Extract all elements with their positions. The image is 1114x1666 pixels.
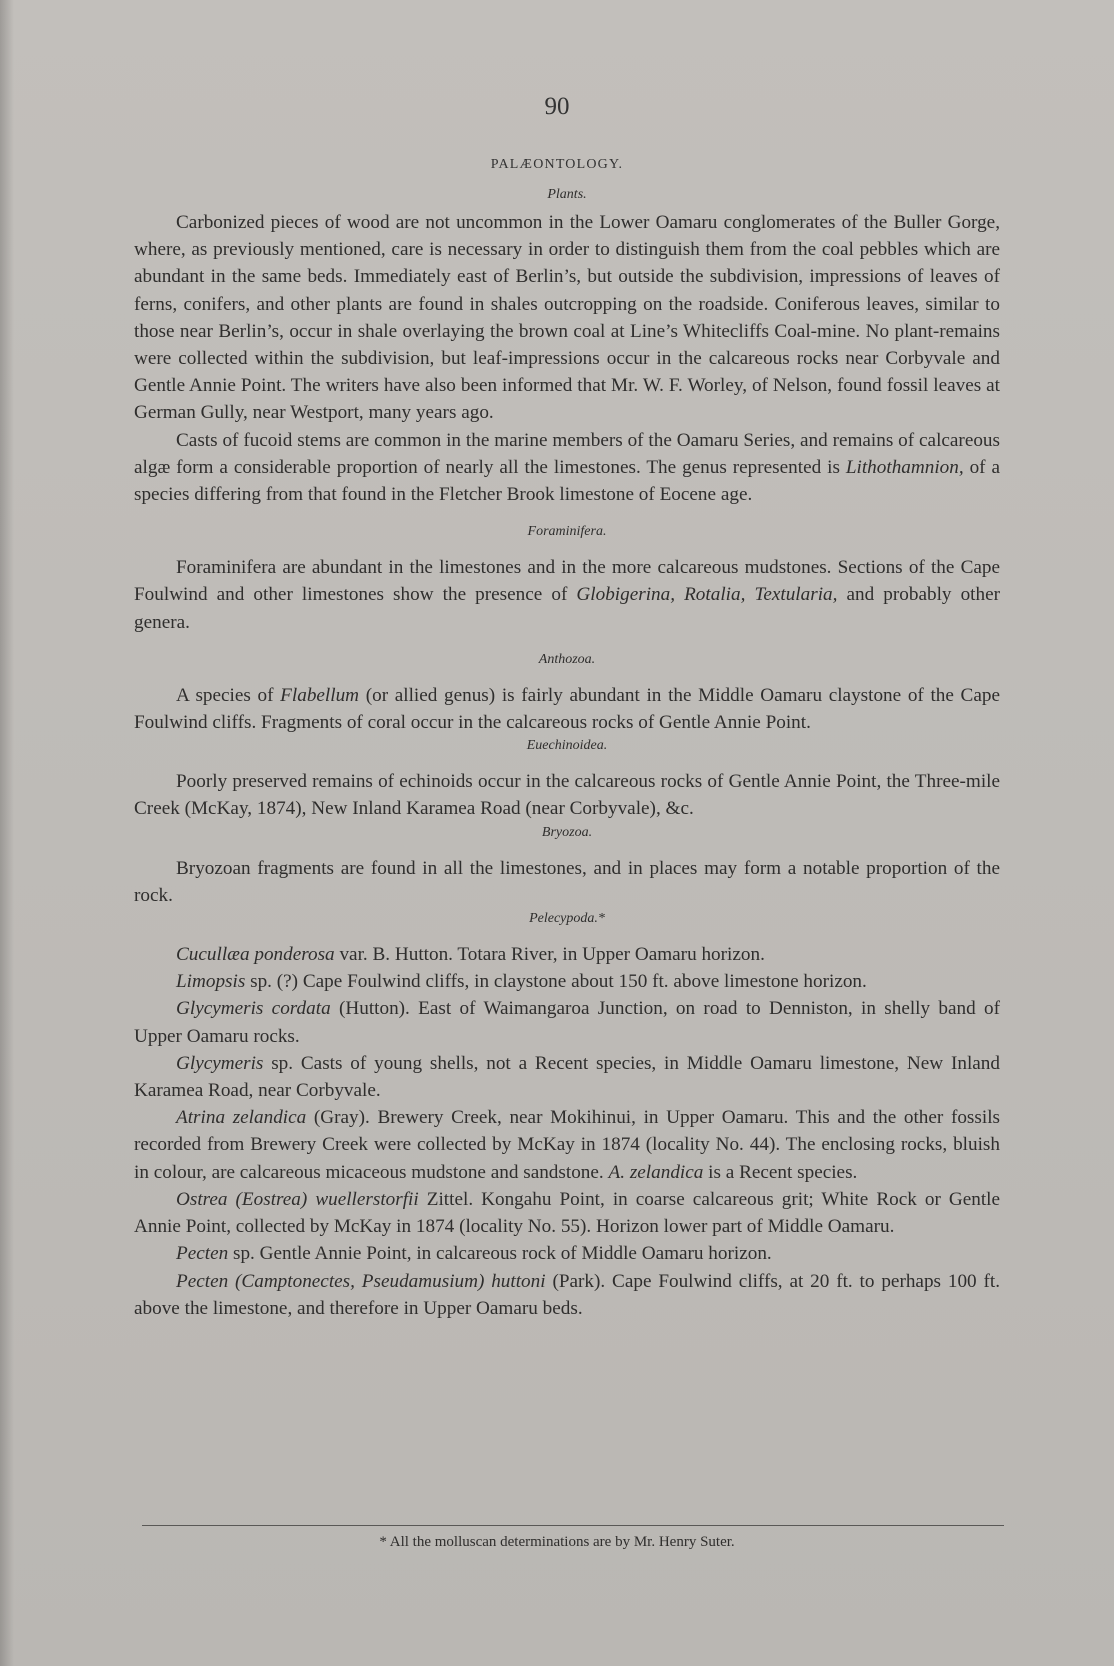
species-text: is a Recent species.	[703, 1161, 858, 1183]
subheading-plants: Plants.	[547, 187, 587, 202]
paragraph-bryozoa: Bryozoan fragments are found in all the limestones, and in places may form a notable proportion of the rock.	[134, 857, 1000, 906]
species-name: Pecten (Camptonectes, Pseudamusium) huttoni	[176, 1270, 546, 1292]
text-run: and probably other genera.	[134, 584, 1000, 633]
section-title: PALÆONTOLOGY.	[490, 157, 624, 172]
species-entry	[134, 1240, 1000, 1267]
text-run: Casts of fucoid stems are common in the marine members of the Oamaru Series, and remains of calcareous algæ form a considerable proportion of nearly all the limestones. The genus represented is	[134, 429, 1000, 478]
species-text: (Gray). Brewery Creek, near Mokihinui, in Upper Oamaru. This and the other fossils recorded from Brewery Creek were collected by McKay in 1874 (locality No. 44). The enclosing rocks, bluish in colour, are calcareous micaceous mudstone and sandstone.	[134, 1107, 1000, 1183]
species-name: Cucullæa ponderosa	[176, 944, 335, 966]
paragraph-anthozoa	[134, 682, 1000, 736]
text-run: of a species differing from that found in the Fletcher Brook limestone of Eocene age.	[134, 456, 1001, 506]
subheading-euechinoidea: Euechinoidea.	[526, 738, 608, 754]
species-text: sp. Casts of young shells, not a Recent species, in Middle Oamaru limestone, New Inland Karamea Road, near Corbyvale.	[134, 1052, 1000, 1102]
species-entry	[134, 941, 1000, 968]
species-entry	[134, 1186, 1000, 1240]
paragraph-foraminifera	[134, 554, 1000, 636]
species-name: Ostrea (Eostrea) wuellerstorfii	[176, 1188, 419, 1210]
species-text: Zittel. Kongahu Point, in coarse calcareous grit; White Rock or Gentle Annie Point, collected by McKay in 1874 (locality No. 55). Horizon lower part of Middle Oamaru.	[134, 1188, 1000, 1238]
species-text: sp. (?) Cape Foulwind cliffs, in claystone about 150 ft. above limestone horizon.	[245, 971, 867, 993]
page-number: 90	[544, 93, 570, 120]
subheading-pelecypoda: Pelecypoda.*	[529, 911, 605, 927]
footnote-divider	[142, 1525, 1004, 1526]
genus-names: Globigerina, Rotalia, Textularia,	[576, 584, 838, 606]
species-text: sp. Gentle Annie Point, in calcareous rock of Middle Oamaru horizon.	[228, 1243, 772, 1265]
species-entry	[134, 1268, 1000, 1322]
species-entry	[134, 1104, 1000, 1186]
subheading-anthozoa: Anthozoa.	[538, 651, 596, 667]
text-run: (or allied genus) is fairly abundant in the Middle Oamaru claystone of the Cape Foulwind cliffs. Fragments of coral occur in the calcareous rocks of Gentle Annie Point.	[134, 684, 1000, 734]
page-body	[134, 185, 1000, 1322]
species-entry	[134, 1050, 1000, 1104]
genus-name: Lithothamnion,	[845, 456, 964, 478]
paragraph-plants-2	[134, 427, 1000, 509]
genus-name: Flabellum	[280, 684, 360, 706]
paragraph-plants-1: Carbonized pieces of wood are not uncommon in the Lower Oamaru conglomerates of the Buller Gorge, where, as previously mentioned, care is necessary in order to distinguish them from the coal pebbles which are abundant in the same beds. Immediately east of Berlin’s, but outside the subdivision, impressions of leaves of ferns, conifers, and other plants are found in shales outcropping on the roadside. Coniferous leaves, similar to those near Berlin’s, occur in shale overlaying the brown coal at Line’s Whitecliffs Coal-mine. No plant-remains were collected within the subdivision, but leaf-impressions occur in the calcareous rocks near Corbyvale and Gentle Annie Point. The writers have also been informed that Mr. W. F. Worley, of Nelson, found fossil leaves at German Gully, near Westport, many years ago.	[134, 212, 1000, 424]
text-run: A species of	[176, 684, 281, 706]
species-name: Limopsis	[176, 971, 246, 993]
species-name: Glycymeris	[176, 1052, 264, 1074]
footnote: * All the molluscan determinations are by Mr. Henry Suter.	[379, 1534, 735, 1550]
subheading-foraminifera: Foraminifera.	[527, 524, 607, 540]
species-entry	[134, 995, 1000, 1049]
species-name: A. zelandica	[608, 1161, 704, 1183]
species-text: (Park). Cape Foulwind cliffs, at 20 ft. to perhaps 100 ft. above the limestone, and therefore in Upper Oamaru beds.	[134, 1270, 1001, 1319]
species-text: (Hutton). East of Waimangaroa Junction, on road to Denniston, in shelly band of Upper Oamaru rocks.	[134, 998, 1000, 1047]
species-name: Glycymeris cordata	[176, 998, 331, 1020]
page-edge-shadow	[0, 0, 14, 1666]
subheading-bryozoa: Bryozoa.	[541, 824, 593, 840]
paragraph-euechinoidea: Poorly preserved remains of echinoids occur in the calcareous rocks of Gentle Annie Point, the Three-mile Creek (McKay, 1874), New Inland Karamea Road (near Corbyvale), &c.	[134, 771, 1000, 820]
species-text: var. B. Hutton. Totara River, in Upper Oamaru horizon.	[334, 944, 765, 966]
species-name: Atrina zelandica	[176, 1107, 307, 1129]
species-entry	[134, 968, 1000, 995]
text-run: Foraminifera are abundant in the limestones and in the more calcareous mudstones. Sections of the Cape Foulwind and other limestones show the presence of	[134, 557, 1000, 606]
species-name: Pecten	[176, 1243, 229, 1265]
